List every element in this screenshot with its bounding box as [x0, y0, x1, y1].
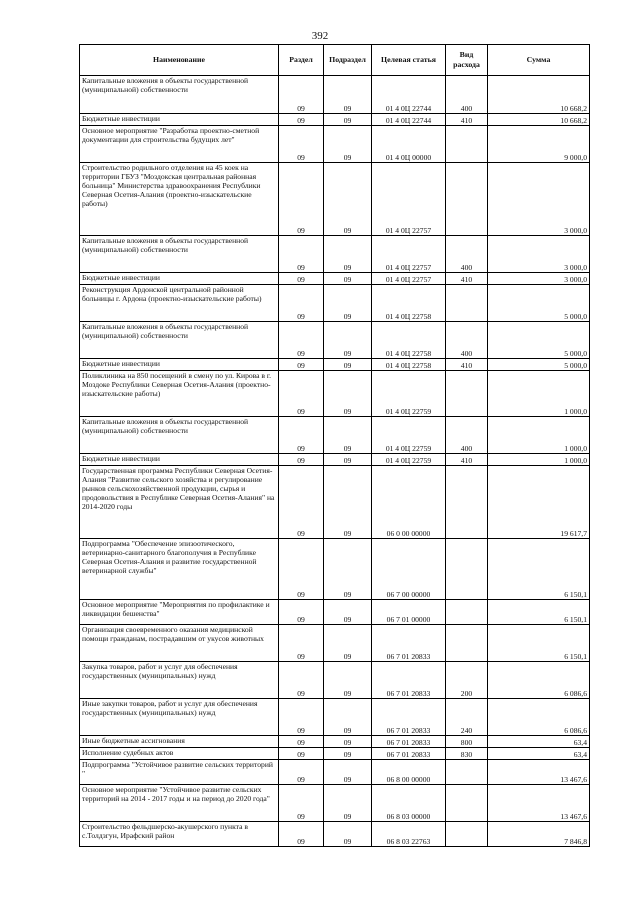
cell-type: 400	[446, 417, 488, 454]
cell-type: 400	[446, 322, 488, 359]
cell-type	[446, 163, 488, 236]
cell-type: 410	[446, 273, 488, 285]
cell-name: Бюджетные инвестиции	[80, 273, 279, 285]
cell-name: Бюджетные инвестиции	[80, 454, 279, 466]
cell-type: 830	[446, 748, 488, 760]
cell-subsection: 09	[324, 466, 372, 539]
cell-section: 09	[279, 454, 324, 466]
cell-section: 09	[279, 736, 324, 748]
table-row	[80, 322, 590, 359]
cell-name: Подпрограмма "Устойчивое развитие сельских территорий "	[80, 760, 279, 785]
cell-sum: 3 000,0	[488, 163, 590, 236]
table-row	[80, 699, 590, 736]
cell-target: 06 0 00 00000	[372, 466, 446, 539]
cell-name: Поликлиника на 850 посещений в смену по ул. Кирова в г. Моздоке Республики Северная Осетия-Алания (проектно-изыскательские работы)	[80, 371, 279, 417]
cell-name: Бюджетные инвестиции	[80, 359, 279, 371]
cell-sum: 5 000,0	[488, 322, 590, 359]
cell-name: Капитальные вложения в объекты государственной (муниципальной) собственности	[80, 417, 279, 454]
cell-subsection: 09	[324, 163, 372, 236]
cell-sum: 1 000,0	[488, 454, 590, 466]
cell-target: 01 4 0Ц 22759	[372, 454, 446, 466]
cell-section: 09	[279, 760, 324, 785]
cell-subsection: 09	[324, 359, 372, 371]
cell-type	[446, 126, 488, 163]
cell-type	[446, 600, 488, 625]
cell-name: Строительство родильного отделения на 45 коек на территории ГБУЗ "Моздокская центральная районная больница" Министерства здравоохранения Республики Северная Осетия-Алания (проектно-изыскательские работы)	[80, 163, 279, 236]
cell-section: 09	[279, 699, 324, 736]
cell-subsection: 09	[324, 736, 372, 748]
cell-target: 06 7 01 20833	[372, 662, 446, 699]
cell-name: Подпрограмма "Обеспечение эпизоотического, ветеринарно-санитарного благополучия в Республике Северная Осетия-Алания и развитие государственной ветеринарной службы"	[80, 539, 279, 600]
cell-target: 06 7 01 20833	[372, 625, 446, 662]
cell-type	[446, 371, 488, 417]
cell-section: 09	[279, 322, 324, 359]
cell-sum: 13 467,6	[488, 760, 590, 785]
cell-name: Капитальные вложения в объекты государственной (муниципальной) собственности	[80, 76, 279, 114]
header-row	[80, 45, 590, 76]
table-row	[80, 600, 590, 625]
cell-section: 09	[279, 359, 324, 371]
cell-subsection: 09	[324, 600, 372, 625]
cell-section: 09	[279, 417, 324, 454]
cell-name: Основное мероприятие "Мероприятия по профилактике и ликвидации бешенства"	[80, 600, 279, 625]
cell-name: Закупка товаров, работ и услуг для обеспечения государственных (муниципальных) нужд	[80, 662, 279, 699]
cell-section: 09	[279, 114, 324, 126]
cell-target: 06 7 01 20833	[372, 736, 446, 748]
cell-type: 400	[446, 236, 488, 273]
cell-section: 09	[279, 163, 324, 236]
cell-subsection: 09	[324, 699, 372, 736]
cell-name: Организация своевременного оказания медицинской помощи гражданам, пострадавшим от укусов животных	[80, 625, 279, 662]
cell-target: 01 4 0Ц 22759	[372, 417, 446, 454]
table-row	[80, 625, 590, 662]
table-row	[80, 466, 590, 539]
cell-subsection: 09	[324, 625, 372, 662]
cell-sum: 3 000,0	[488, 236, 590, 273]
table-row	[80, 359, 590, 371]
cell-name: Капитальные вложения в объекты государственной (муниципальной) собственности	[80, 322, 279, 359]
cell-sum: 5 000,0	[488, 285, 590, 322]
cell-section: 09	[279, 371, 324, 417]
page-number: 392	[311, 30, 329, 42]
cell-target: 01 4 0Ц 22758	[372, 322, 446, 359]
cell-name: Иные закупки товаров, работ и услуг для обеспечения государственных (муниципальных) нужд	[80, 699, 279, 736]
cell-subsection: 09	[324, 822, 372, 847]
cell-name: Бюджетные инвестиции	[80, 114, 279, 126]
cell-type	[446, 822, 488, 847]
cell-subsection: 09	[324, 322, 372, 359]
cell-subsection: 09	[324, 285, 372, 322]
cell-section: 09	[279, 285, 324, 322]
cell-section: 09	[279, 539, 324, 600]
cell-target: 01 4 0Ц 22744	[372, 76, 446, 114]
table-row	[80, 76, 590, 114]
table-row	[80, 822, 590, 847]
cell-sum: 63,4	[488, 736, 590, 748]
table-row	[80, 371, 590, 417]
table-row	[80, 748, 590, 760]
table-row	[80, 760, 590, 785]
table-body	[80, 76, 590, 847]
cell-name: Строительство фельдшерско-акушерского пункта в с.Толдзгун, Ирафский район	[80, 822, 279, 847]
cell-sum: 10 668,2	[488, 114, 590, 126]
cell-type	[446, 466, 488, 539]
cell-target: 06 8 03 22763	[372, 822, 446, 847]
cell-subsection: 09	[324, 760, 372, 785]
cell-name: Иные бюджетные ассигнования	[80, 736, 279, 748]
table-row	[80, 126, 590, 163]
header-name: Наименование	[80, 45, 279, 76]
cell-name: Исполнение судебных актов	[80, 748, 279, 760]
cell-type: 410	[446, 114, 488, 126]
cell-sum: 19 617,7	[488, 466, 590, 539]
cell-type: 410	[446, 359, 488, 371]
cell-name: Государственная программа Республики Северная Осетия-Алания "Развитие сельского хозяйства и регулирование рынков сельскохозяйственной продукции, сырья и продовольствия в Республике Северная Осетия-Алания" на 2014-2020 годы	[80, 466, 279, 539]
cell-type: 410	[446, 454, 488, 466]
cell-section: 09	[279, 76, 324, 114]
cell-section: 09	[279, 466, 324, 539]
cell-section: 09	[279, 126, 324, 163]
cell-target: 06 7 01 00000	[372, 600, 446, 625]
cell-sum: 13 467,6	[488, 785, 590, 822]
table-row	[80, 114, 590, 126]
cell-sum: 1 000,0	[488, 417, 590, 454]
cell-sum: 1 000,0	[488, 371, 590, 417]
cell-section: 09	[279, 662, 324, 699]
cell-target: 01 4 0Ц 22758	[372, 285, 446, 322]
cell-sum: 6 150,1	[488, 539, 590, 600]
budget-table	[79, 44, 590, 847]
cell-section: 09	[279, 236, 324, 273]
cell-type	[446, 539, 488, 600]
cell-name: Основное мероприятие "Устойчивое развитие сельских территорий на 2014 - 2017 годы и на период до 2020 года"	[80, 785, 279, 822]
table-row	[80, 417, 590, 454]
cell-target: 01 4 0Ц 22757	[372, 163, 446, 236]
cell-target: 01 4 0Ц 22744	[372, 114, 446, 126]
cell-subsection: 09	[324, 236, 372, 273]
cell-target: 01 4 0Ц 00000	[372, 126, 446, 163]
header-section: Раздел	[279, 45, 324, 76]
table-row	[80, 454, 590, 466]
cell-type: 240	[446, 699, 488, 736]
cell-name: Основное мероприятие "Разработка проектно-сметной документации для строительства будущих лет"	[80, 126, 279, 163]
cell-type	[446, 285, 488, 322]
cell-subsection: 09	[324, 273, 372, 285]
cell-subsection: 09	[324, 126, 372, 163]
cell-type: 200	[446, 662, 488, 699]
cell-name: Капитальные вложения в объекты государственной (муниципальной) собственности	[80, 236, 279, 273]
cell-subsection: 09	[324, 114, 372, 126]
cell-target: 06 7 00 00000	[372, 539, 446, 600]
table-row	[80, 662, 590, 699]
cell-sum: 5 000,0	[488, 359, 590, 371]
cell-type	[446, 785, 488, 822]
cell-subsection: 09	[324, 662, 372, 699]
header-target: Целевая статья	[372, 45, 446, 76]
cell-target: 01 4 0Ц 22757	[372, 273, 446, 285]
header-subsection: Подраздел	[324, 45, 372, 76]
cell-section: 09	[279, 822, 324, 847]
cell-subsection: 09	[324, 748, 372, 760]
table-row	[80, 785, 590, 822]
cell-subsection: 09	[324, 785, 372, 822]
cell-subsection: 09	[324, 454, 372, 466]
cell-subsection: 09	[324, 76, 372, 114]
header-sum: Сумма	[488, 45, 590, 76]
cell-subsection: 09	[324, 417, 372, 454]
cell-sum: 6 150,1	[488, 625, 590, 662]
cell-sum: 6 150,1	[488, 600, 590, 625]
cell-target: 06 8 00 00000	[372, 760, 446, 785]
cell-sum: 6 086,6	[488, 662, 590, 699]
table-row	[80, 285, 590, 322]
table-row	[80, 736, 590, 748]
cell-subsection: 09	[324, 539, 372, 600]
cell-sum: 10 668,2	[488, 76, 590, 114]
cell-type	[446, 625, 488, 662]
cell-type	[446, 760, 488, 785]
cell-sum: 3 000,0	[488, 273, 590, 285]
cell-sum: 63,4	[488, 748, 590, 760]
cell-target: 01 4 0Ц 22757	[372, 236, 446, 273]
cell-target: 06 7 01 20833	[372, 699, 446, 736]
cell-section: 09	[279, 748, 324, 760]
cell-subsection: 09	[324, 371, 372, 417]
cell-target: 06 7 01 20833	[372, 748, 446, 760]
cell-sum: 9 000,0	[488, 126, 590, 163]
cell-name: Реконструкция Ардонской центральной районной больницы г. Ардона (проектно-изыскательские работы)	[80, 285, 279, 322]
table-row	[80, 539, 590, 600]
table-row	[80, 163, 590, 236]
cell-section: 09	[279, 625, 324, 662]
cell-target: 01 4 0Ц 22758	[372, 359, 446, 371]
cell-section: 09	[279, 273, 324, 285]
cell-section: 09	[279, 785, 324, 822]
cell-sum: 6 086,6	[488, 699, 590, 736]
header-type: Вид расхода	[446, 45, 488, 76]
table-row	[80, 273, 590, 285]
cell-section: 09	[279, 600, 324, 625]
cell-target: 06 8 03 00000	[372, 785, 446, 822]
table-row	[80, 236, 590, 273]
cell-type: 400	[446, 76, 488, 114]
cell-sum: 7 846,8	[488, 822, 590, 847]
cell-type: 800	[446, 736, 488, 748]
cell-target: 01 4 0Ц 22759	[372, 371, 446, 417]
